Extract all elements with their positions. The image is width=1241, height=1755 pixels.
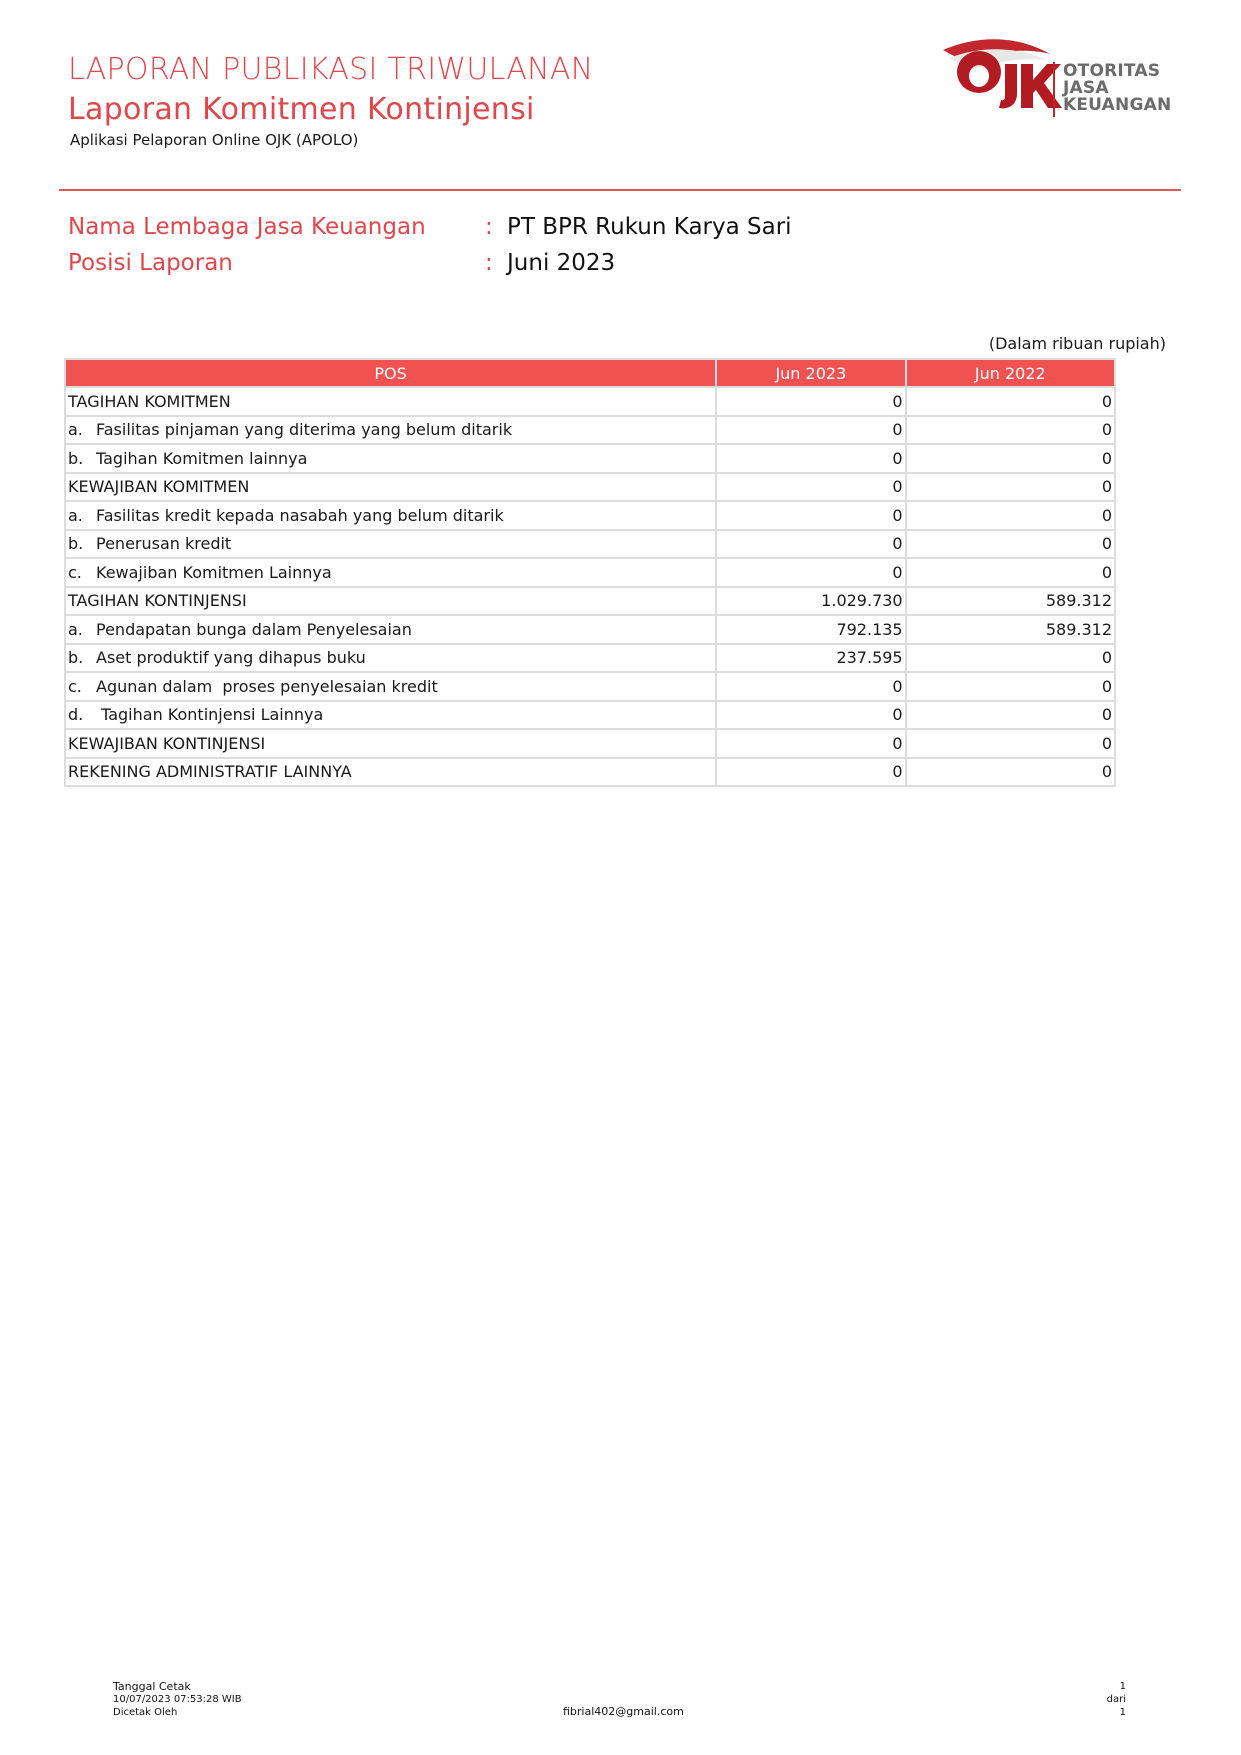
- pos-cell: [65, 558, 716, 587]
- item-letter: b.: [68, 648, 84, 668]
- value-jun-2022: 0: [906, 416, 1115, 445]
- item-label: REKENING ADMINISTRATIF LAINNYA: [68, 762, 352, 782]
- value-jun-2023: 0: [716, 473, 906, 502]
- value-jun-2022: 0: [906, 530, 1115, 559]
- pos-cell: [65, 729, 716, 758]
- pos-cell: [65, 615, 716, 644]
- table-row: [65, 558, 1115, 587]
- value-jun-2022: 0: [906, 387, 1115, 416]
- value-jun-2023: 0: [716, 444, 906, 473]
- table-row: [65, 501, 1115, 530]
- value-jun-2022: 0: [906, 672, 1115, 701]
- value-jun-2023: 0: [716, 672, 906, 701]
- value-jun-2022: 0: [906, 644, 1115, 673]
- item-label: TAGIHAN KOMITMEN: [68, 391, 231, 411]
- table-row: [65, 473, 1115, 502]
- value-jun-2022: 589.312: [906, 615, 1115, 644]
- report-name-title: Laporan Komitmen Kontinjensi: [68, 92, 535, 127]
- table-row: [65, 444, 1115, 473]
- column-header-jun-2023: Jun 2023: [716, 359, 906, 387]
- table-row: [65, 729, 1115, 758]
- pos-cell: [65, 501, 716, 530]
- pos-cell: [65, 758, 716, 787]
- pos-cell: [65, 387, 716, 416]
- logo-wordmark: [1063, 63, 1171, 114]
- item-label: Penerusan kredit: [96, 534, 232, 554]
- report-category-title: LAPORAN PUBLIKASI TRIWULANAN: [68, 52, 594, 87]
- unit-note: (Dalam ribuan rupiah): [988, 334, 1166, 353]
- period-colon: :: [485, 250, 493, 276]
- pos-cell: [65, 587, 716, 616]
- institution-label: Nama Lembaga Jasa Keuangan: [68, 214, 426, 240]
- value-jun-2022: 0: [906, 701, 1115, 730]
- table-row: [65, 387, 1115, 416]
- pos-cell: [65, 444, 716, 473]
- footer-page-info: [1107, 1680, 1126, 1719]
- value-jun-2023: 0: [716, 501, 906, 530]
- application-subtitle: Aplikasi Pelaporan Online OJK (APOLO): [70, 131, 359, 149]
- table-header-row: [65, 359, 1115, 387]
- period-value: Juni 2023: [507, 250, 616, 276]
- table-row: [65, 644, 1115, 673]
- table-row: [65, 672, 1115, 701]
- value-jun-2023: 792.135: [716, 615, 906, 644]
- item-label: TAGIHAN KONTINJENSI: [68, 591, 247, 611]
- item-label: Tagihan Kontinjensi Lainnya: [96, 705, 324, 725]
- item-letter: a.: [68, 505, 83, 525]
- item-label: Tagihan Komitmen lainnya: [96, 448, 308, 468]
- logo-line-1: OTORITAS: [1063, 61, 1161, 81]
- institution-colon: :: [485, 214, 493, 240]
- item-letter: d.: [68, 705, 84, 725]
- item-label: Aset produktif yang dihapus buku: [96, 648, 366, 668]
- pos-cell: [65, 701, 716, 730]
- logo-separator: [1053, 62, 1055, 117]
- table-body: [65, 387, 1115, 786]
- item-letter: b.: [68, 534, 84, 554]
- item-label: Fasilitas pinjaman yang diterima yang belum ditarik: [96, 420, 513, 440]
- page-current: 1: [1119, 1681, 1126, 1692]
- pos-cell: [65, 530, 716, 559]
- print-date-label: Tanggal Cetak: [113, 1680, 191, 1693]
- value-jun-2022: 0: [906, 558, 1115, 587]
- value-jun-2023: 237.595: [716, 644, 906, 673]
- item-label: Agunan dalam proses penyelesaian kredit: [96, 676, 438, 696]
- header-divider: [59, 189, 1181, 191]
- value-jun-2023: 1.029.730: [716, 587, 906, 616]
- value-jun-2022: 589.312: [906, 587, 1115, 616]
- item-letter: a.: [68, 420, 83, 440]
- table-row: [65, 701, 1115, 730]
- commitment-contingency-table: [64, 358, 1116, 787]
- value-jun-2023: 0: [716, 558, 906, 587]
- value-jun-2022: 0: [906, 444, 1115, 473]
- value-jun-2023: 0: [716, 701, 906, 730]
- table-row: [65, 615, 1115, 644]
- print-date-value: 10/07/2023 07:53:28 WIB: [113, 1694, 242, 1705]
- table-row: [65, 587, 1115, 616]
- item-label: KEWAJIBAN KOMITMEN: [68, 477, 250, 497]
- printed-by-label: Dicetak Oleh: [113, 1707, 178, 1718]
- item-label: Fasilitas kredit kepada nasabah yang belum ditarik: [96, 505, 504, 525]
- page-of-label: dari: [1106, 1694, 1126, 1705]
- value-jun-2022: 0: [906, 501, 1115, 530]
- value-jun-2022: 0: [906, 473, 1115, 502]
- item-letter: c.: [68, 562, 82, 582]
- table-row: [65, 530, 1115, 559]
- column-header-jun-2022: Jun 2022: [906, 359, 1115, 387]
- printed-by-value: fibrial402@gmail.com: [563, 1705, 684, 1718]
- table-row: [65, 416, 1115, 445]
- logo-line-3: KEUANGAN: [1063, 95, 1172, 115]
- value-jun-2023: 0: [716, 530, 906, 559]
- logo-line-2: JASA: [1063, 78, 1109, 98]
- page-total: 1: [1119, 1707, 1126, 1718]
- item-label: KEWAJIBAN KONTINJENSI: [68, 733, 266, 753]
- pos-cell: [65, 644, 716, 673]
- item-letter: c.: [68, 676, 82, 696]
- value-jun-2023: 0: [716, 758, 906, 787]
- item-label: Kewajiban Komitmen Lainnya: [96, 562, 332, 582]
- footer-print-info: [113, 1680, 242, 1719]
- column-header-pos: POS: [65, 359, 716, 387]
- table-row: [65, 758, 1115, 787]
- institution-value: PT BPR Rukun Karya Sari: [507, 214, 792, 240]
- value-jun-2023: 0: [716, 416, 906, 445]
- value-jun-2023: 0: [716, 387, 906, 416]
- item-letter: b.: [68, 448, 84, 468]
- pos-cell: [65, 416, 716, 445]
- pos-cell: [65, 473, 716, 502]
- item-letter: a.: [68, 619, 83, 639]
- item-label: Pendapatan bunga dalam Penyelesaian: [96, 619, 412, 639]
- value-jun-2022: 0: [906, 758, 1115, 787]
- value-jun-2022: 0: [906, 729, 1115, 758]
- value-jun-2023: 0: [716, 729, 906, 758]
- period-label: Posisi Laporan: [68, 250, 233, 276]
- pos-cell: [65, 672, 716, 701]
